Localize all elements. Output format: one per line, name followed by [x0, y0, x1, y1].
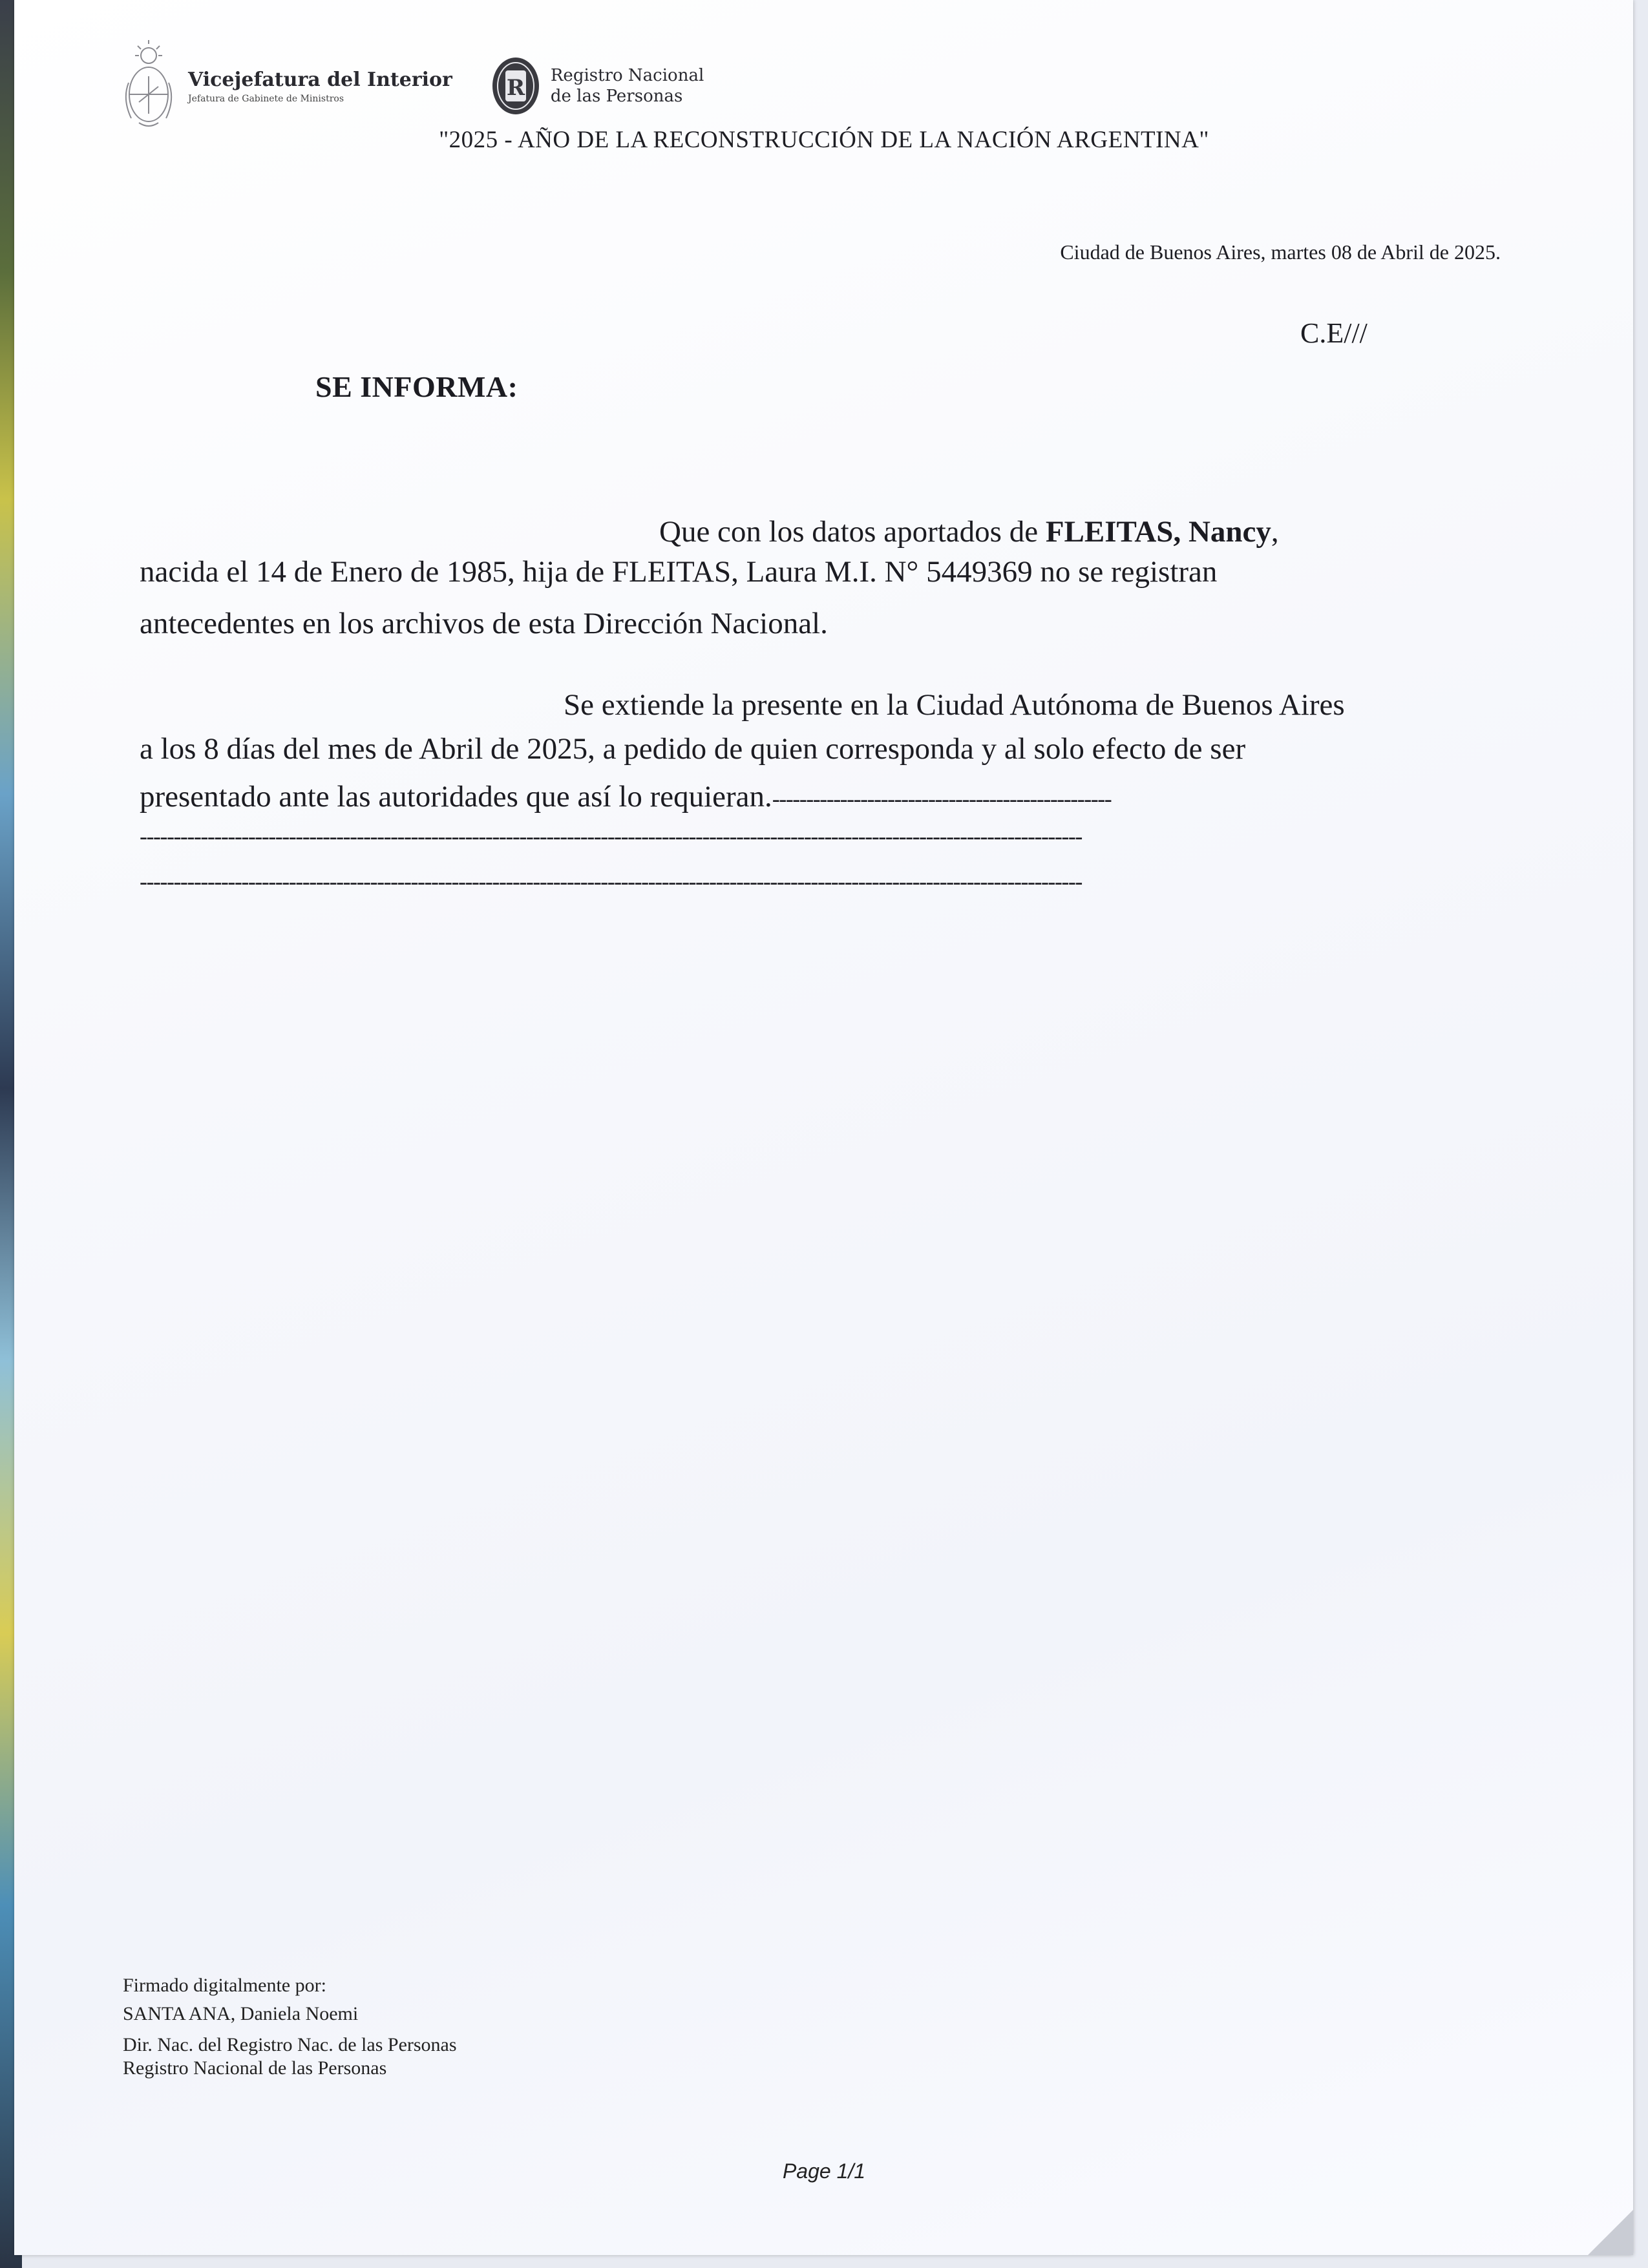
year-motto: "2025 - AÑO DE LA RECONSTRUCCIÓN DE LA NACIÓN ARGENTINA": [439, 127, 1209, 153]
org2-title-line2: de las Personas: [550, 87, 683, 106]
signature-label: Firmado digitalmente por:: [123, 1975, 326, 1996]
subject-name: FLEITAS, Nancy: [1045, 515, 1271, 549]
header-logos: [120, 37, 704, 134]
org2-logo-text: [551, 65, 704, 107]
filler-dash-line-2: -------------------------------------------------------------------------------------------------------------------------------------------: [140, 870, 1082, 893]
org1-logo-text: [188, 68, 452, 104]
signer-name: SANTA ANA, Daniela Noemi: [123, 2003, 359, 2024]
paragraph2-line3-text: presentado ante las autoridades que así lo requieran.: [140, 780, 772, 814]
paragraph2-line2: a los 8 días del mes de Abril de 2025, a pedido de quien corresponda y al solo efecto de ser: [140, 732, 1246, 766]
registro-logo-letter: R: [506, 75, 525, 101]
paragraph1-line1-suffix: ,: [1271, 515, 1279, 549]
paragraph1-line3: antecedentes en los archivos de esta Dirección Nacional.: [140, 607, 828, 640]
paragraph1-line1: [659, 517, 1279, 547]
signer-organization: Registro Nacional de las Personas: [123, 2057, 387, 2079]
paragraph1-line2: nacida el 14 de Enero de 1985, hija de FLEITAS, Laura M.I. N° 5449369 no se registran: [140, 555, 1218, 589]
registro-nacional-logo-icon: [490, 55, 542, 117]
reference-code: C.E///: [1300, 317, 1368, 349]
signer-position: Dir. Nac. del Registro Nac. de las Personas: [123, 2034, 457, 2055]
paragraph2-line1: Se extiende la presente en la Ciudad Autónoma de Buenos Aires: [564, 688, 1345, 722]
heading-se-informa: SE INFORMA:: [315, 370, 518, 403]
org2-title-line1: Registro Nacional: [550, 66, 704, 85]
org1-title: Vicejefatura del Interior: [188, 68, 452, 91]
page-number: Page 1/1: [782, 2159, 866, 2183]
page-corner-curl: [1588, 2210, 1633, 2255]
date-line: Ciudad de Buenos Aires, martes 08 de Abril de 2025.: [1060, 240, 1501, 264]
document-page: [14, 0, 1633, 2255]
paragraph1-line1-prefix: Que con los datos aportados de: [659, 515, 1046, 549]
coat-of-arms-icon: [120, 37, 178, 134]
paragraph2-line3-dashes: --------------------------------------------------: [772, 786, 1112, 812]
org1-subtitle: Jefatura de Gabinete de Ministros: [188, 93, 344, 104]
filler-dash-line-1: -------------------------------------------------------------------------------------------------------------------------------------------: [140, 824, 1082, 848]
paragraph2-line3: [140, 782, 1111, 812]
